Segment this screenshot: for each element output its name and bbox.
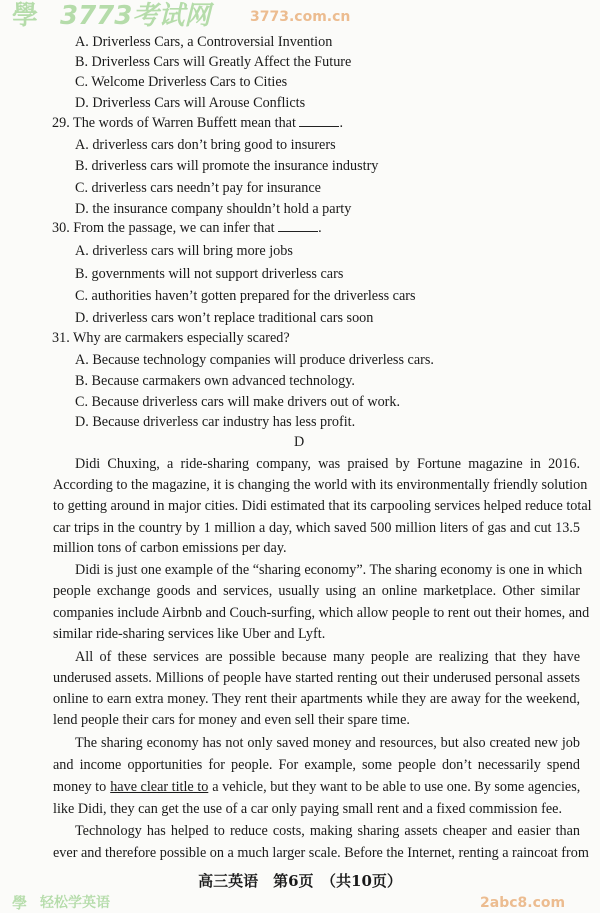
option: D. driverless cars won’t replace traditional cars soon (75, 310, 374, 326)
passage-line: All of these services are possible because many people are realizing that they have (75, 649, 580, 665)
passage-line: similar ride-sharing services like Uber and Lyft. (53, 626, 326, 642)
option: B. governments will not support driverless cars (75, 266, 344, 282)
passage-line: According to the magazine, it is changing the world with its environmentally friendly solution (53, 477, 588, 493)
text: money to (53, 779, 107, 795)
option: A. driverless cars will bring more jobs (75, 243, 293, 259)
option: D. the insurance company shouldn’t hold a party (75, 201, 352, 217)
option: A. Because technology companies will produce driverless cars. (75, 352, 434, 368)
option: C. driverless cars needn’t pay for insurance (75, 180, 321, 196)
text: a vehicle, but they want to be able to use one. By some agencies, (212, 779, 581, 795)
watermark-logo: 學 (12, 1, 39, 31)
watermark-text: 轻松学英语 (40, 895, 110, 911)
question-stem: 30. From the passage, we can infer that (52, 220, 275, 236)
question-31: 31. Why are carmakers especially scared? (52, 330, 290, 346)
question-30 (52, 219, 322, 237)
punct: . (339, 115, 344, 131)
underlined-phrase: have clear title to (110, 779, 209, 795)
option: B. Driverless Cars will Greatly Affect the Future (75, 54, 352, 70)
passage-line: ever and therefore possible on a much larger scale. Before the Internet, renting a raincoat from (53, 845, 589, 861)
punct: . (318, 220, 322, 236)
option: A. driverless cars don’t bring good to insurers (75, 137, 336, 153)
option: A. Driverless Cars, a Controversial Invention (75, 34, 333, 50)
passage-line: underused assets. Millions of people have started renting out their underused personal assets (53, 670, 580, 686)
section-label: D (294, 434, 305, 450)
question-29 (52, 114, 343, 132)
passage-line: Didi is just one example of the “sharing economy”. The sharing economy is one in which (75, 562, 583, 578)
option: B. Because carmakers own advanced technology. (75, 373, 355, 389)
passage-line: lend people their cars for money and even sell their spare time. (53, 712, 410, 728)
passage-line: car trips in the country by 1 million a day, which saved 500 million liters of gas and cut 13.5 (53, 520, 580, 536)
passage-line: The sharing economy has not only saved money and resources, but also created new job (75, 735, 580, 751)
page-footer: 高三英语 第6页 （共10页） (198, 872, 402, 890)
option: B. driverless cars will promote the insurance industry (75, 158, 379, 174)
option: D. Driverless Cars will Arouse Conflicts (75, 95, 306, 111)
passage-line (53, 778, 580, 796)
option: C. authorities haven’t gotten prepared for the driverless cars (75, 288, 416, 304)
passage-line: online to earn extra money. They rent their apartments while they are away for the weekend, (53, 691, 580, 707)
passage-line: to getting around in major cities. Didi estimated that its carpooling services helped reduce total (53, 498, 592, 514)
watermark-text: 3773考试网 (60, 1, 211, 31)
watermark-url: 2abc8.com (480, 895, 566, 911)
passage-line: Didi Chuxing, a ride-sharing company, was praised by Fortune magazine in 2016. (75, 456, 580, 472)
watermark-logo: 學 (12, 894, 28, 912)
watermark-url: 3773.com.cn (250, 9, 351, 25)
passage-line: Technology has helped to reduce costs, making sharing assets cheaper and easier than (75, 823, 580, 839)
answer-blank (299, 114, 339, 127)
answer-blank (278, 219, 318, 232)
option: C. Welcome Driverless Cars to Cities (75, 74, 288, 90)
question-stem: 29. The words of Warren Buffett mean that (52, 115, 296, 131)
passage-line: like Didi, they can get the use of a car only paying small rent and a fixed commission fee. (53, 801, 563, 817)
option: D. Because driverless car industry has less profit. (75, 414, 356, 430)
passage-line: companies include Airbnb and Couch-surfing, which allow people to rent out their homes, and (53, 605, 590, 621)
passage-line: million tons of carbon emissions per day. (53, 540, 287, 556)
option: C. Because driverless cars will make drivers out of work. (75, 394, 401, 410)
passage-line: and income opportunities for people. For example, some people don’t necessarily spend (53, 757, 580, 773)
passage-line: people exchange goods and services, usually using an online marketplace. Other similar (53, 583, 580, 599)
